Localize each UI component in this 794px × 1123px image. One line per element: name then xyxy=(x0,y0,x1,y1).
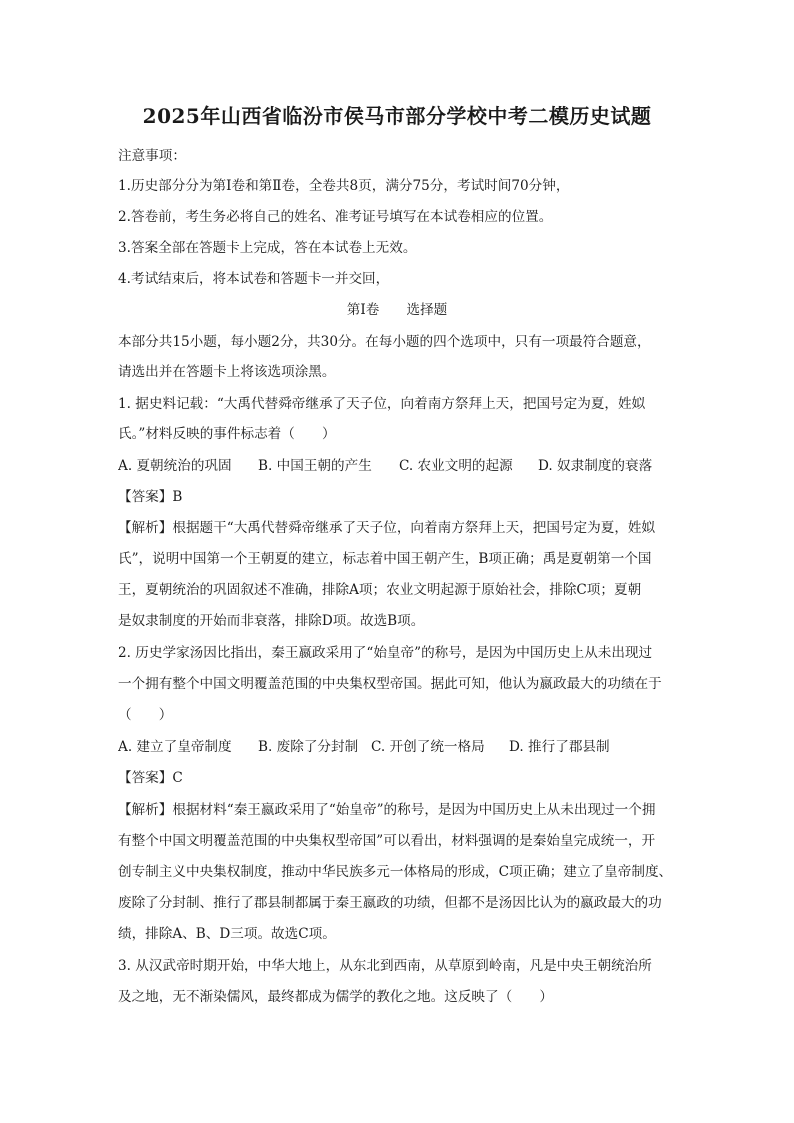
option-c: C. 农业文明的起源 xyxy=(399,458,513,474)
notice-header: 注意事项： xyxy=(118,148,186,164)
notice-item: 3.答案全部在答题卡上完成，答在本试卷上无效。 xyxy=(118,240,417,256)
notice-item: 1.历史部分分为第Ⅰ卷和第Ⅱ卷，全卷共8页，满分75分，考试时间70分钟， xyxy=(118,178,570,194)
notice-item: 4.考试结束后，将本试卷和答题卡一并交回， xyxy=(118,271,390,287)
question-stem: （ ） xyxy=(118,707,173,723)
option-a: A. 建立了皇帝制度 xyxy=(118,739,232,755)
question-stem: 一个拥有整个中国文明覆盖范围的中央集权型帝国。据此可知，他认为嬴政最大的功绩在于 xyxy=(118,676,662,692)
analysis-line: 【解析】根据题干“大禹代替舜帝继承了天子位，向着南方祭拜上天，把国号定为夏，姓姒 xyxy=(118,520,656,536)
section-title: 第Ⅰ卷 选择题 xyxy=(346,302,448,318)
analysis-line: 有整个中国文明覆盖范围的中央集权型帝国”可以看出，材料强调的是秦始皇完成统一，开 xyxy=(118,833,656,849)
option-c: C. 开创了统一格局 xyxy=(371,739,485,755)
question-stem: 及之地，无不渐染儒风，最终都成为儒学的教化之地。这反映了（ ） xyxy=(118,989,553,1005)
question-stem: 氏。”材料反映的事件标志着（ ） xyxy=(118,426,336,442)
analysis-line: 【解析】根据材料“秦王嬴政采用了“始皇帝”的称号，是因为中国历史上从未出现过一个拥 xyxy=(118,802,656,818)
notice-item: 2.答卷前，考生务必将自己的姓名、准考证号填写在本试卷相应的位置。 xyxy=(118,209,553,225)
option-b: B. 中国王朝的产生 xyxy=(258,458,372,474)
question-stem: 2. 历史学家汤因比指出，秦王嬴政采用了“始皇帝”的称号，是因为中国历史上从未出现过 xyxy=(118,645,653,661)
option-b: B. 废除了分封制 xyxy=(258,739,359,755)
answer-label: 【答案】B xyxy=(118,489,183,505)
section-intro: 请选出并在答题卡上将该选项涂黑。 xyxy=(118,364,336,380)
analysis-line: 是奴隶制度的开始而非衰落，排除D项。故选B项。 xyxy=(118,613,425,629)
exam-title: 2025年山西省临汾市侯马市部分学校中考二模历史试题 xyxy=(142,104,652,128)
question-options xyxy=(118,456,688,476)
analysis-line: 废除了分封制、推行了郡县制都属于秦王嬴政的功绩，但都不是汤因比认为的嬴政最大的功 xyxy=(118,895,662,911)
question-options xyxy=(118,737,688,757)
question-stem: 3. 从汉武帝时期开始，中华大地上，从东北到西南，从草原到岭南，凡是中央王朝统治所 xyxy=(118,958,652,974)
section-intro: 本部分共15小题，每小题2分，共30分。在每小题的四个选项中，只有一项最符合题意， xyxy=(118,334,651,350)
answer-label: 【答案】C xyxy=(118,770,183,786)
question-stem: 1. 据史料记载：“大禹代替舜帝继承了天子位，向着南方祭拜上天，把国号定为夏，姓姒 xyxy=(118,396,646,412)
analysis-line: 绩，排除A、B、D三项。故选C项。 xyxy=(118,926,336,942)
option-d: D. 推行了郡县制 xyxy=(509,739,610,755)
option-d: D. 奴隶制度的衰落 xyxy=(538,458,653,474)
analysis-line: 王，夏朝统治的巩固叙述不准确，排除A项；农业文明起源于原始社会，排除C项；夏朝 xyxy=(118,582,642,598)
analysis-line: 氏”，说明中国第一个王朝夏的建立，标志着中国王朝产生，B项正确；禹是夏朝第一个国 xyxy=(118,551,652,567)
option-a: A. 夏朝统治的巩固 xyxy=(118,458,232,474)
analysis-line: 创专制主义中央集权制度，推动中华民族多元一体格局的形成，C项正确；建立了皇帝制度、 xyxy=(118,864,673,880)
